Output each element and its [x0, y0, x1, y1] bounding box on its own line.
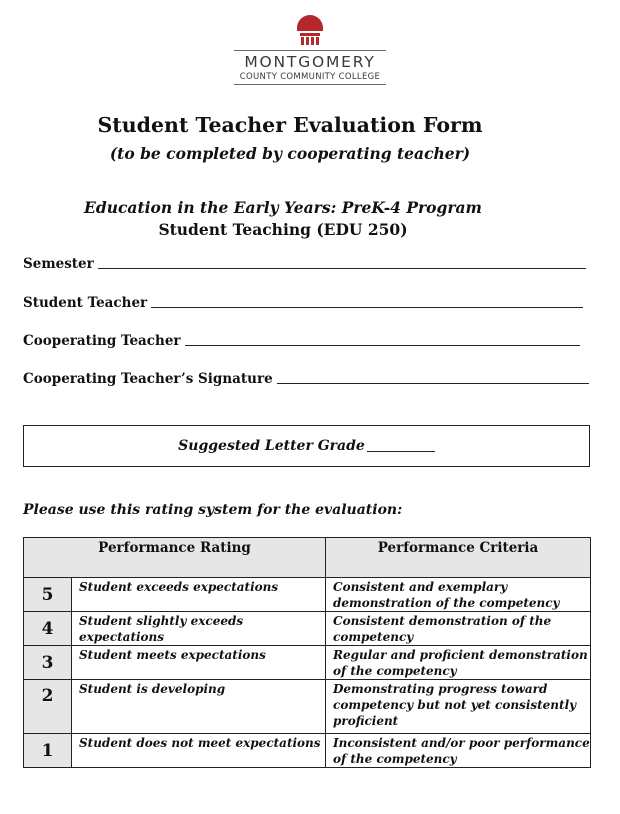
- college-building-icon: [295, 12, 325, 46]
- student-teacher-label: Student Teacher: [23, 295, 148, 311]
- table-row: [24, 612, 591, 646]
- table-row: [24, 734, 591, 768]
- table-row: [24, 646, 591, 680]
- program-name: Education in the Early Years: PreK-4 Program: [84, 198, 482, 217]
- signature-field[interactable]: [23, 371, 589, 387]
- logo-rule-top: [234, 50, 386, 51]
- semester-field[interactable]: [23, 256, 586, 272]
- header-performance-rating: Performance Rating: [24, 538, 326, 578]
- header-performance-criteria: Performance Criteria: [326, 538, 591, 578]
- grade-label: Suggested Letter Grade: [178, 438, 365, 454]
- student-teacher-field[interactable]: [23, 295, 583, 311]
- table-row: [24, 578, 591, 612]
- form-title: Student Teacher Evaluation Form: [97, 113, 483, 137]
- course-name: Student Teaching (EDU 250): [158, 220, 408, 239]
- cooperating-teacher-field[interactable]: [23, 333, 580, 349]
- rating-description: Student is developing: [72, 680, 326, 734]
- signature-label: Cooperating Teacher’s Signature: [23, 371, 273, 387]
- rating-score: 3: [24, 646, 72, 680]
- rating-description: Student exceeds expectations: [72, 578, 326, 612]
- rating-table: [23, 537, 591, 768]
- student-teacher-input[interactable]: [151, 306, 583, 308]
- rating-criteria: Regular and proficient demonstration of the competency: [326, 646, 591, 680]
- rating-score: 4: [24, 612, 72, 646]
- logo-name: MONTGOMERY: [244, 53, 376, 71]
- rating-description: Student does not meet expectations: [72, 734, 326, 768]
- college-logo: [0, 12, 620, 85]
- table-row: [24, 680, 591, 734]
- rating-criteria: Inconsistent and/or poor performance of the competency: [326, 734, 591, 768]
- cooperating-teacher-label: Cooperating Teacher: [23, 333, 181, 349]
- grade-box: [23, 425, 590, 467]
- rating-criteria: Consistent demonstration of the competency: [326, 612, 591, 646]
- logo-subtitle: COUNTY COMMUNITY COLLEGE: [239, 72, 381, 82]
- rating-description: Student meets expectations: [72, 646, 326, 680]
- form-subtitle: (to be completed by cooperating teacher): [109, 144, 471, 163]
- cooperating-teacher-input[interactable]: [185, 344, 580, 346]
- rating-score: 1: [24, 734, 72, 768]
- rating-score: 2: [24, 680, 72, 734]
- semester-label: Semester: [23, 256, 94, 272]
- logo-rule-bottom: [234, 84, 386, 85]
- rating-instructions: Please use this rating system for the evaluation:: [23, 502, 403, 518]
- rating-description: Student slightly exceeds expectations: [72, 612, 326, 646]
- rating-score: 5: [24, 578, 72, 612]
- rating-criteria: Consistent and exemplary demonstration of the competency: [326, 578, 591, 612]
- grade-input[interactable]: [367, 450, 435, 452]
- semester-input[interactable]: [98, 267, 586, 269]
- signature-input[interactable]: [277, 382, 589, 384]
- rating-criteria: Demonstrating progress toward competency but not yet consistently proficient: [326, 680, 591, 734]
- table-header-row: [24, 538, 591, 578]
